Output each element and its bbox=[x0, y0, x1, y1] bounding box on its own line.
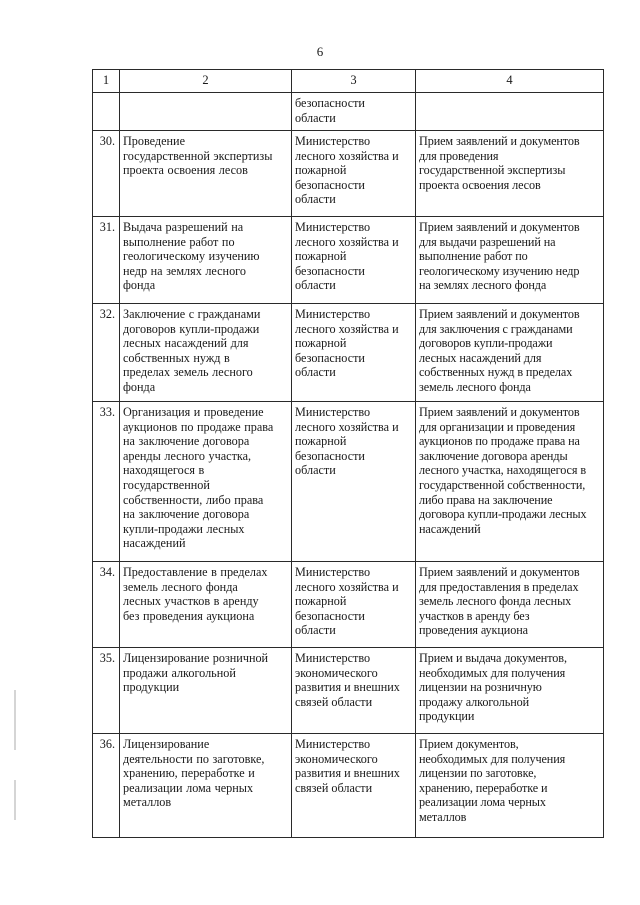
description-cell: Прием документов, необходимых для получения лицензии по заготовке, хранению, переработке и реализации лома черных металлов bbox=[416, 734, 604, 838]
row-number: 36. bbox=[93, 734, 120, 838]
table-row bbox=[93, 304, 604, 402]
table-row bbox=[93, 648, 604, 734]
organization-cell: Министерство лесного хозяйства и пожарной безопасности области bbox=[292, 131, 416, 217]
header-cell-2: 2 bbox=[120, 70, 292, 93]
service-cell: Лицензирование розничной продажи алкогольной продукции bbox=[120, 648, 292, 734]
table-row bbox=[93, 562, 604, 648]
continuation-row bbox=[93, 93, 604, 131]
row-number bbox=[93, 93, 120, 131]
service-cell: Предоставление в пределах земель лесного фонда лесных участков в аренду без проведения аукциона bbox=[120, 562, 292, 648]
description-cell: Прием заявлений и документов для проведения государственной экспертизы проекта освоения лесов bbox=[416, 131, 604, 217]
header-cell-1: 1 bbox=[93, 70, 120, 93]
scan-margin-mark bbox=[14, 690, 16, 750]
organization-cell: Министерство лесного хозяйства и пожарной безопасности области bbox=[292, 562, 416, 648]
scan-margin-mark bbox=[14, 780, 16, 820]
services-table bbox=[92, 69, 604, 838]
table-row bbox=[93, 734, 604, 838]
service-cell: Заключение с гражданами договоров купли-продажи лесных насаждений для собственных нужд в пределах земель лесного фонда bbox=[120, 304, 292, 402]
row-number: 35. bbox=[93, 648, 120, 734]
table-row bbox=[93, 217, 604, 304]
table-header-row bbox=[93, 70, 604, 93]
service-cell: Организация и проведение аукционов по продаже права на заключение договора аренды лесного участка, находящегося в государственной собственности, либо права на заключение договора купли-продажи лесных насаждений bbox=[120, 402, 292, 562]
row-number: 33. bbox=[93, 402, 120, 562]
row-number: 34. bbox=[93, 562, 120, 648]
organization-cell: Министерство лесного хозяйства и пожарной безопасности области bbox=[292, 402, 416, 562]
organization-cell: безопасности области bbox=[292, 93, 416, 131]
description-cell: Прием заявлений и документов для выдачи разрешений на выполнение работ по геологическому изучению недр на землях лесного фонда bbox=[416, 217, 604, 304]
header-cell-3: 3 bbox=[292, 70, 416, 93]
organization-cell: Министерство экономического развития и внешних связей области bbox=[292, 648, 416, 734]
description-cell: Прием заявлений и документов для предоставления в пределах земель лесного фонда лесных участков в аренду без проведения аукциона bbox=[416, 562, 604, 648]
description-cell: Прием и выдача документов, необходимых для получения лицензии на розничную продажу алкогольной продукции bbox=[416, 648, 604, 734]
organization-cell: Министерство лесного хозяйства и пожарной безопасности области bbox=[292, 217, 416, 304]
service-cell: Выдача разрешений на выполнение работ по геологическому изучению недр на землях лесного фонда bbox=[120, 217, 292, 304]
organization-cell: Министерство лесного хозяйства и пожарной безопасности области bbox=[292, 304, 416, 402]
row-number: 30. bbox=[93, 131, 120, 217]
description-cell: Прием заявлений и документов для организации и проведения аукционов по продаже права на заключение договора аренды лесного участка, находящегося в государственной собственности, либо права на заключение договора купли-продажи лесных насаждений bbox=[416, 402, 604, 562]
organization-cell: Министерство экономического развития и внешних связей области bbox=[292, 734, 416, 838]
row-number: 32. bbox=[93, 304, 120, 402]
service-cell: Лицензирование деятельности по заготовке, хранению, переработке и реализации лома черных металлов bbox=[120, 734, 292, 838]
table-row bbox=[93, 402, 604, 562]
page-number: 6 bbox=[316, 44, 324, 59]
service-cell bbox=[120, 93, 292, 131]
description-cell: Прием заявлений и документов для заключения с гражданами договоров купли-продажи лесных насаждений для собственных нужд в пределах земель лесного фонда bbox=[416, 304, 604, 402]
header-cell-4: 4 bbox=[416, 70, 604, 93]
description-cell bbox=[416, 93, 604, 131]
service-cell: Проведение государственной экспертизы проекта освоения лесов bbox=[120, 131, 292, 217]
table-row bbox=[93, 131, 604, 217]
row-number: 31. bbox=[93, 217, 120, 304]
